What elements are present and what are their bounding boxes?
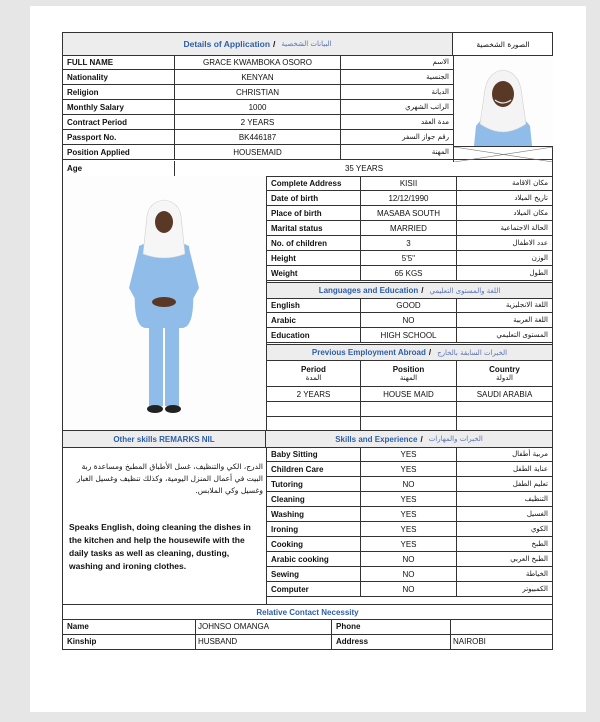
languages-header: Languages and Education / اللغة والمستوى التعليمي	[267, 283, 552, 298]
personal-row-value: KENYAN	[175, 70, 341, 84]
skill-row-label: Tutoring	[267, 477, 361, 491]
skill-row	[267, 582, 552, 597]
employment-columns	[266, 360, 553, 387]
employment-row	[267, 387, 552, 402]
skill-row-value: NO	[361, 477, 457, 491]
relative-name-label: Name	[63, 619, 196, 634]
personal-row-label: Passport No.	[63, 130, 175, 144]
skill-row-label: Arabic cooking	[267, 552, 361, 566]
language-row	[267, 328, 552, 343]
details-title-arabic: البيانات الشخصية	[281, 40, 332, 48]
skill-row-label: Washing	[267, 507, 361, 521]
employment-rows	[266, 387, 553, 431]
languages-title: Languages and Education	[318, 286, 419, 295]
detail-row-label: Weight	[267, 266, 361, 280]
detail-row	[267, 251, 552, 266]
detail-row-label: Date of birth	[267, 191, 361, 205]
skills-header: Skills and Experience / الخبرات والمهارات	[266, 431, 552, 447]
skill-row-label: Ironing	[267, 522, 361, 536]
detail-row-label: Place of birth	[267, 206, 361, 220]
emp-position: HOUSE MAID	[361, 387, 457, 401]
relative-kinship-row	[62, 634, 553, 650]
personal-row-arabic: رقم جواز السفر	[402, 133, 449, 141]
detail-row-value: 65 KGS	[361, 266, 457, 280]
personal-row-arabic: الاسم	[432, 58, 449, 66]
relative-name-value: JOHNSO OMANGA	[196, 619, 332, 634]
skill-row-label: Cleaning	[267, 492, 361, 506]
detail-row-value: 5'5''	[361, 251, 457, 265]
skill-row-value: YES	[361, 447, 457, 461]
application-form	[30, 6, 586, 712]
skill-row	[267, 492, 552, 507]
skill-row-arabic: الطبخ	[531, 540, 548, 548]
empty-crossed-cell	[453, 146, 552, 162]
skill-row-label: Sewing	[267, 567, 361, 581]
detail-row-label: Complete Address	[267, 176, 361, 190]
skills-title-arabic: الخبرات والمهارات	[428, 435, 483, 443]
skill-row-label: Cooking	[267, 537, 361, 551]
personal-row-value: 1000	[175, 100, 341, 114]
relative-kinship-value: HUSBAND	[196, 634, 332, 649]
skill-row-value: NO	[361, 582, 457, 596]
employment-title-arabic: الخبرات السابقة بالخارج	[437, 348, 508, 357]
personal-row-value: 2 YEARS	[175, 115, 341, 129]
language-row-label: Arabic	[267, 313, 361, 327]
other-skills-header: Other skills REMARKS NIL	[63, 431, 266, 447]
skill-row-arabic: الطبخ العربي	[510, 555, 548, 563]
language-row-label: English	[267, 298, 361, 312]
personal-row-label: Nationality	[63, 70, 175, 84]
employment-header: Previous Employment Abroad / الخبرات السابقة بالخارج	[267, 345, 552, 360]
languages-title-arabic: اللغة والمستوى التعليمي	[429, 286, 501, 295]
cross-lines	[454, 147, 553, 162]
form-header	[62, 32, 553, 56]
skill-row	[267, 477, 552, 492]
age-row	[62, 161, 553, 177]
portrait-photo	[453, 56, 552, 146]
language-row-value: NO	[361, 313, 457, 327]
skill-row-arabic: الكمبيوتر	[522, 585, 548, 593]
detail-row	[267, 191, 552, 206]
skill-row-value: YES	[361, 507, 457, 521]
other-skills-arabic: الدرج، الكي والتنظيف، غسل الأطباق المطبخ ومساعدة ربة البيت في أعمال المنزل اليومية، وكذلك تنظيف وغسيل الغبار وغسيل وكي الملابس.	[76, 462, 263, 495]
employment-title: Previous Employment Abroad	[311, 348, 426, 357]
language-row-value: HIGH SCHOOL	[361, 328, 457, 342]
skill-row-label: Children Care	[267, 462, 361, 476]
personal-row-label: Monthly Salary	[63, 100, 175, 114]
emp-period: 2 YEARS	[267, 387, 361, 401]
personal-row-arabic: الديانة	[431, 88, 449, 96]
skill-row-value: NO	[361, 552, 457, 566]
skill-row-arabic: الخياطة	[525, 570, 548, 578]
skill-row	[267, 567, 552, 582]
skill-row-arabic: عناية الطفل	[512, 465, 548, 473]
employment-row-empty	[267, 402, 552, 417]
employment-row-empty	[267, 417, 552, 431]
detail-row-value: 12/12/1990	[361, 191, 457, 205]
personal-row-arabic: الجنسية	[426, 73, 449, 81]
language-row-arabic: المستوى التعليمي	[496, 331, 548, 339]
details-section	[266, 176, 553, 283]
skills-section	[266, 447, 553, 605]
languages-header-row	[266, 282, 553, 299]
detail-row-value: MASABA SOUTH	[361, 206, 457, 220]
full-body-image	[63, 176, 266, 430]
personal-row-value: HOUSEMAID	[175, 145, 341, 159]
skill-row-arabic: تعليم الطفل	[512, 480, 548, 488]
detail-row-label: No. of children	[267, 236, 361, 250]
details-title: Details of Application	[183, 39, 271, 49]
skill-row-value: YES	[361, 492, 457, 506]
details-header: Details of Application / البيانات الشخصية	[63, 33, 453, 55]
photo-header: الصورة الشخصية	[476, 39, 530, 49]
detail-row	[267, 206, 552, 221]
detail-row	[267, 236, 552, 251]
skill-row	[267, 522, 552, 537]
detail-row	[267, 221, 552, 236]
skill-row-arabic: مربية أطفال	[512, 450, 548, 458]
detail-row	[267, 266, 552, 281]
skill-row-value: NO	[361, 567, 457, 581]
other-skills-text	[62, 447, 267, 605]
relative-address-value: NAIROBI	[453, 637, 486, 646]
skill-row	[267, 537, 552, 552]
skill-row-label: Baby Sitting	[267, 447, 361, 461]
other-skills-english: Speaks English, doing cleaning the dishes in the kitchen and help the housewife with the daily tasks as well as cleaning, dusting, washing and ironing clothes.	[69, 522, 251, 571]
personal-row-arabic: الراتب الشهري	[405, 103, 449, 111]
skill-row-value: YES	[361, 537, 457, 551]
skill-row-label: Computer	[267, 582, 361, 596]
language-row-arabic: اللغة العربية	[513, 316, 548, 324]
relative-phone-value	[451, 619, 552, 634]
age-label: Age	[63, 161, 175, 176]
detail-row-arabic: الوزن	[531, 254, 548, 262]
language-row-label: Education	[267, 328, 361, 342]
language-row	[267, 313, 552, 328]
skills-header-row	[62, 430, 553, 448]
personal-row-arabic: مدة العقد	[421, 118, 449, 126]
relative-header: Relative Contact Necessity	[256, 607, 359, 617]
skill-row	[267, 447, 552, 462]
detail-row-arabic: تاريخ الميلاد	[514, 194, 548, 202]
skill-row	[267, 507, 552, 522]
portrait-image	[454, 56, 553, 146]
detail-row-value: 3	[361, 236, 457, 250]
detail-row-arabic: مكان الميلاد	[513, 209, 548, 217]
skill-row-arabic: الغسيل	[526, 510, 548, 518]
personal-row-label: Position Applied	[63, 145, 175, 159]
detail-row-label: Marital status	[267, 221, 361, 235]
relative-kinship-label: Kinship	[63, 634, 196, 649]
skill-row	[267, 552, 552, 567]
detail-row-arabic: الحالة الاجتماعية	[500, 224, 548, 232]
skills-title: Skills and Experience	[335, 434, 418, 444]
languages-section	[266, 298, 553, 345]
language-row-value: GOOD	[361, 298, 457, 312]
full-body-photo	[62, 176, 266, 430]
detail-row-arabic: الطول	[529, 269, 548, 277]
personal-row-value: GRACE KWAMBOKA OSORO	[175, 55, 341, 69]
skill-row-value: YES	[361, 522, 457, 536]
language-row	[267, 298, 552, 313]
relative-header-row	[62, 604, 553, 620]
col-position: Position المهنة	[361, 360, 457, 386]
detail-row-value: KISII	[361, 176, 457, 190]
language-row-arabic: اللغة الانجليزية	[505, 301, 548, 309]
detail-row	[267, 176, 552, 191]
col-country: Country الدولة	[489, 364, 520, 382]
relative-phone-label: Phone	[332, 619, 451, 634]
age-value: 35 YEARS	[344, 164, 384, 173]
detail-row-arabic: مكان الاقامة	[511, 179, 548, 187]
relative-name-row	[62, 619, 553, 635]
personal-row-value: BK446187	[175, 130, 341, 144]
personal-row-label: FULL NAME	[63, 55, 175, 69]
personal-row-value: CHRISTIAN	[175, 85, 341, 99]
col-period: Period المدة	[267, 360, 361, 386]
personal-row-label: Religion	[63, 85, 175, 99]
skill-row-arabic: الكوي	[530, 525, 548, 533]
employment-header-row	[266, 344, 553, 361]
relative-address-label: Address	[332, 634, 451, 649]
emp-country: SAUDI ARABIA	[476, 389, 533, 399]
skill-row	[267, 462, 552, 477]
skill-row-arabic: التنظيف	[524, 495, 548, 503]
personal-row-arabic: المهنة	[431, 148, 449, 156]
detail-row-label: Height	[267, 251, 361, 265]
personal-row-label: Contract Period	[63, 115, 175, 129]
skill-row-value: YES	[361, 462, 457, 476]
detail-row-value: MARRIED	[361, 221, 457, 235]
detail-row-arabic: عدد الاطفال	[512, 239, 548, 247]
